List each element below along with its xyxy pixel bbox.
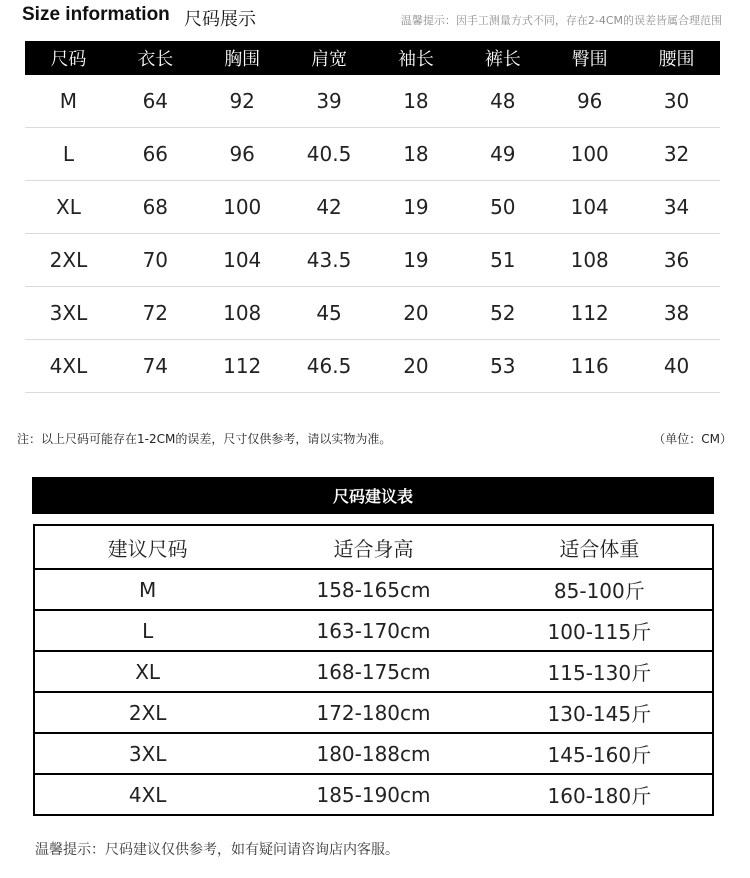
- table-cell: 115-130斤: [487, 651, 713, 692]
- table-cell: 49: [459, 128, 546, 181]
- footer-tip: 温馨提示：尺码建议仅供参考，如有疑问请咨询店内客服。: [35, 842, 399, 858]
- table-cell: 104: [546, 181, 633, 234]
- table-cell: 163-170cm: [260, 610, 486, 651]
- table-cell: 39: [286, 75, 373, 128]
- table-cell: 185-190cm: [260, 774, 486, 815]
- table-cell: 145-160斤: [487, 733, 713, 774]
- table-cell: 70: [112, 234, 199, 287]
- column-header: 臀围: [546, 41, 633, 75]
- title-en: Size information: [22, 4, 170, 25]
- size-table: [25, 41, 720, 393]
- table-cell: 68: [112, 181, 199, 234]
- recommend-table: [33, 524, 714, 816]
- table-cell: 130-145斤: [487, 692, 713, 733]
- table-row: [25, 128, 720, 181]
- table-cell: 2XL: [34, 692, 260, 733]
- column-header: 裤长: [459, 41, 546, 75]
- table-row: [25, 181, 720, 234]
- table-cell: 74: [112, 340, 199, 393]
- table-cell: 108: [199, 287, 286, 340]
- table-cell: 108: [546, 234, 633, 287]
- table-cell: 38: [633, 287, 720, 340]
- table-cell: XL: [34, 651, 260, 692]
- table-cell: 112: [199, 340, 286, 393]
- table-cell: XL: [25, 181, 112, 234]
- table-cell: 2XL: [25, 234, 112, 287]
- table-row: [25, 287, 720, 340]
- column-header: 袖长: [373, 41, 460, 75]
- table-cell: 96: [199, 128, 286, 181]
- table-cell: 18: [373, 75, 460, 128]
- unit-note: （单位：CM）: [653, 432, 732, 446]
- table-cell: 96: [546, 75, 633, 128]
- table-cell: 51: [459, 234, 546, 287]
- table-row: [34, 610, 713, 651]
- table-cell: 66: [112, 128, 199, 181]
- column-header: 建议尺码: [34, 525, 260, 569]
- column-header: 尺码: [25, 41, 112, 75]
- table-row: [34, 733, 713, 774]
- table-cell: 172-180cm: [260, 692, 486, 733]
- table-cell: 158-165cm: [260, 569, 486, 610]
- table-cell: 19: [373, 181, 460, 234]
- recommend-header-row: [34, 525, 713, 569]
- table-cell: 64: [112, 75, 199, 128]
- table-cell: 18: [373, 128, 460, 181]
- table-row: [25, 75, 720, 128]
- header: [22, 4, 722, 30]
- table-cell: 168-175cm: [260, 651, 486, 692]
- table-cell: 160-180斤: [487, 774, 713, 815]
- table-cell: 43.5: [286, 234, 373, 287]
- column-header: 衣长: [112, 41, 199, 75]
- table-cell: 42: [286, 181, 373, 234]
- column-header: 腰围: [633, 41, 720, 75]
- table-cell: 116: [546, 340, 633, 393]
- table-cell: 40.5: [286, 128, 373, 181]
- table-cell: 180-188cm: [260, 733, 486, 774]
- size-table-header-row: [25, 41, 720, 75]
- table-cell: 53: [459, 340, 546, 393]
- table-cell: 19: [373, 234, 460, 287]
- table-cell: 112: [546, 287, 633, 340]
- table-cell: 34: [633, 181, 720, 234]
- column-header: 适合体重: [487, 525, 713, 569]
- table-row: [25, 234, 720, 287]
- table-cell: 3XL: [25, 287, 112, 340]
- table-cell: 20: [373, 340, 460, 393]
- recommend-title: 尺码建议表: [32, 477, 714, 514]
- table-cell: 40: [633, 340, 720, 393]
- column-header: 胸围: [199, 41, 286, 75]
- table-cell: 20: [373, 287, 460, 340]
- column-header: 适合身高: [260, 525, 486, 569]
- table-cell: M: [25, 75, 112, 128]
- table-cell: 72: [112, 287, 199, 340]
- title-cn: 尺码展示: [184, 9, 256, 30]
- error-note: 注：以上尺码可能存在1-2CM的误差，尺寸仅供参考，请以实物为准。: [17, 432, 392, 446]
- table-cell: 32: [633, 128, 720, 181]
- table-cell: 48: [459, 75, 546, 128]
- table-cell: L: [25, 128, 112, 181]
- table-cell: 100-115斤: [487, 610, 713, 651]
- table-cell: 4XL: [25, 340, 112, 393]
- table-row: [34, 651, 713, 692]
- table-cell: 3XL: [34, 733, 260, 774]
- table-cell: 100: [199, 181, 286, 234]
- table-cell: 30: [633, 75, 720, 128]
- measurement-tip: 温馨提示：因手工测量方式不同，存在2-4CM的误差皆属合理范围: [400, 14, 722, 27]
- table-cell: L: [34, 610, 260, 651]
- table-cell: 4XL: [34, 774, 260, 815]
- table-row: [34, 569, 713, 610]
- column-header: 肩宽: [286, 41, 373, 75]
- table-cell: 100: [546, 128, 633, 181]
- table-cell: 92: [199, 75, 286, 128]
- table-row: [25, 340, 720, 393]
- table-cell: 85-100斤: [487, 569, 713, 610]
- table-cell: 46.5: [286, 340, 373, 393]
- table-row: [34, 692, 713, 733]
- table-cell: 104: [199, 234, 286, 287]
- table-cell: M: [34, 569, 260, 610]
- table-cell: 50: [459, 181, 546, 234]
- table-cell: 36: [633, 234, 720, 287]
- table-cell: 45: [286, 287, 373, 340]
- table-cell: 52: [459, 287, 546, 340]
- table-row: [34, 774, 713, 815]
